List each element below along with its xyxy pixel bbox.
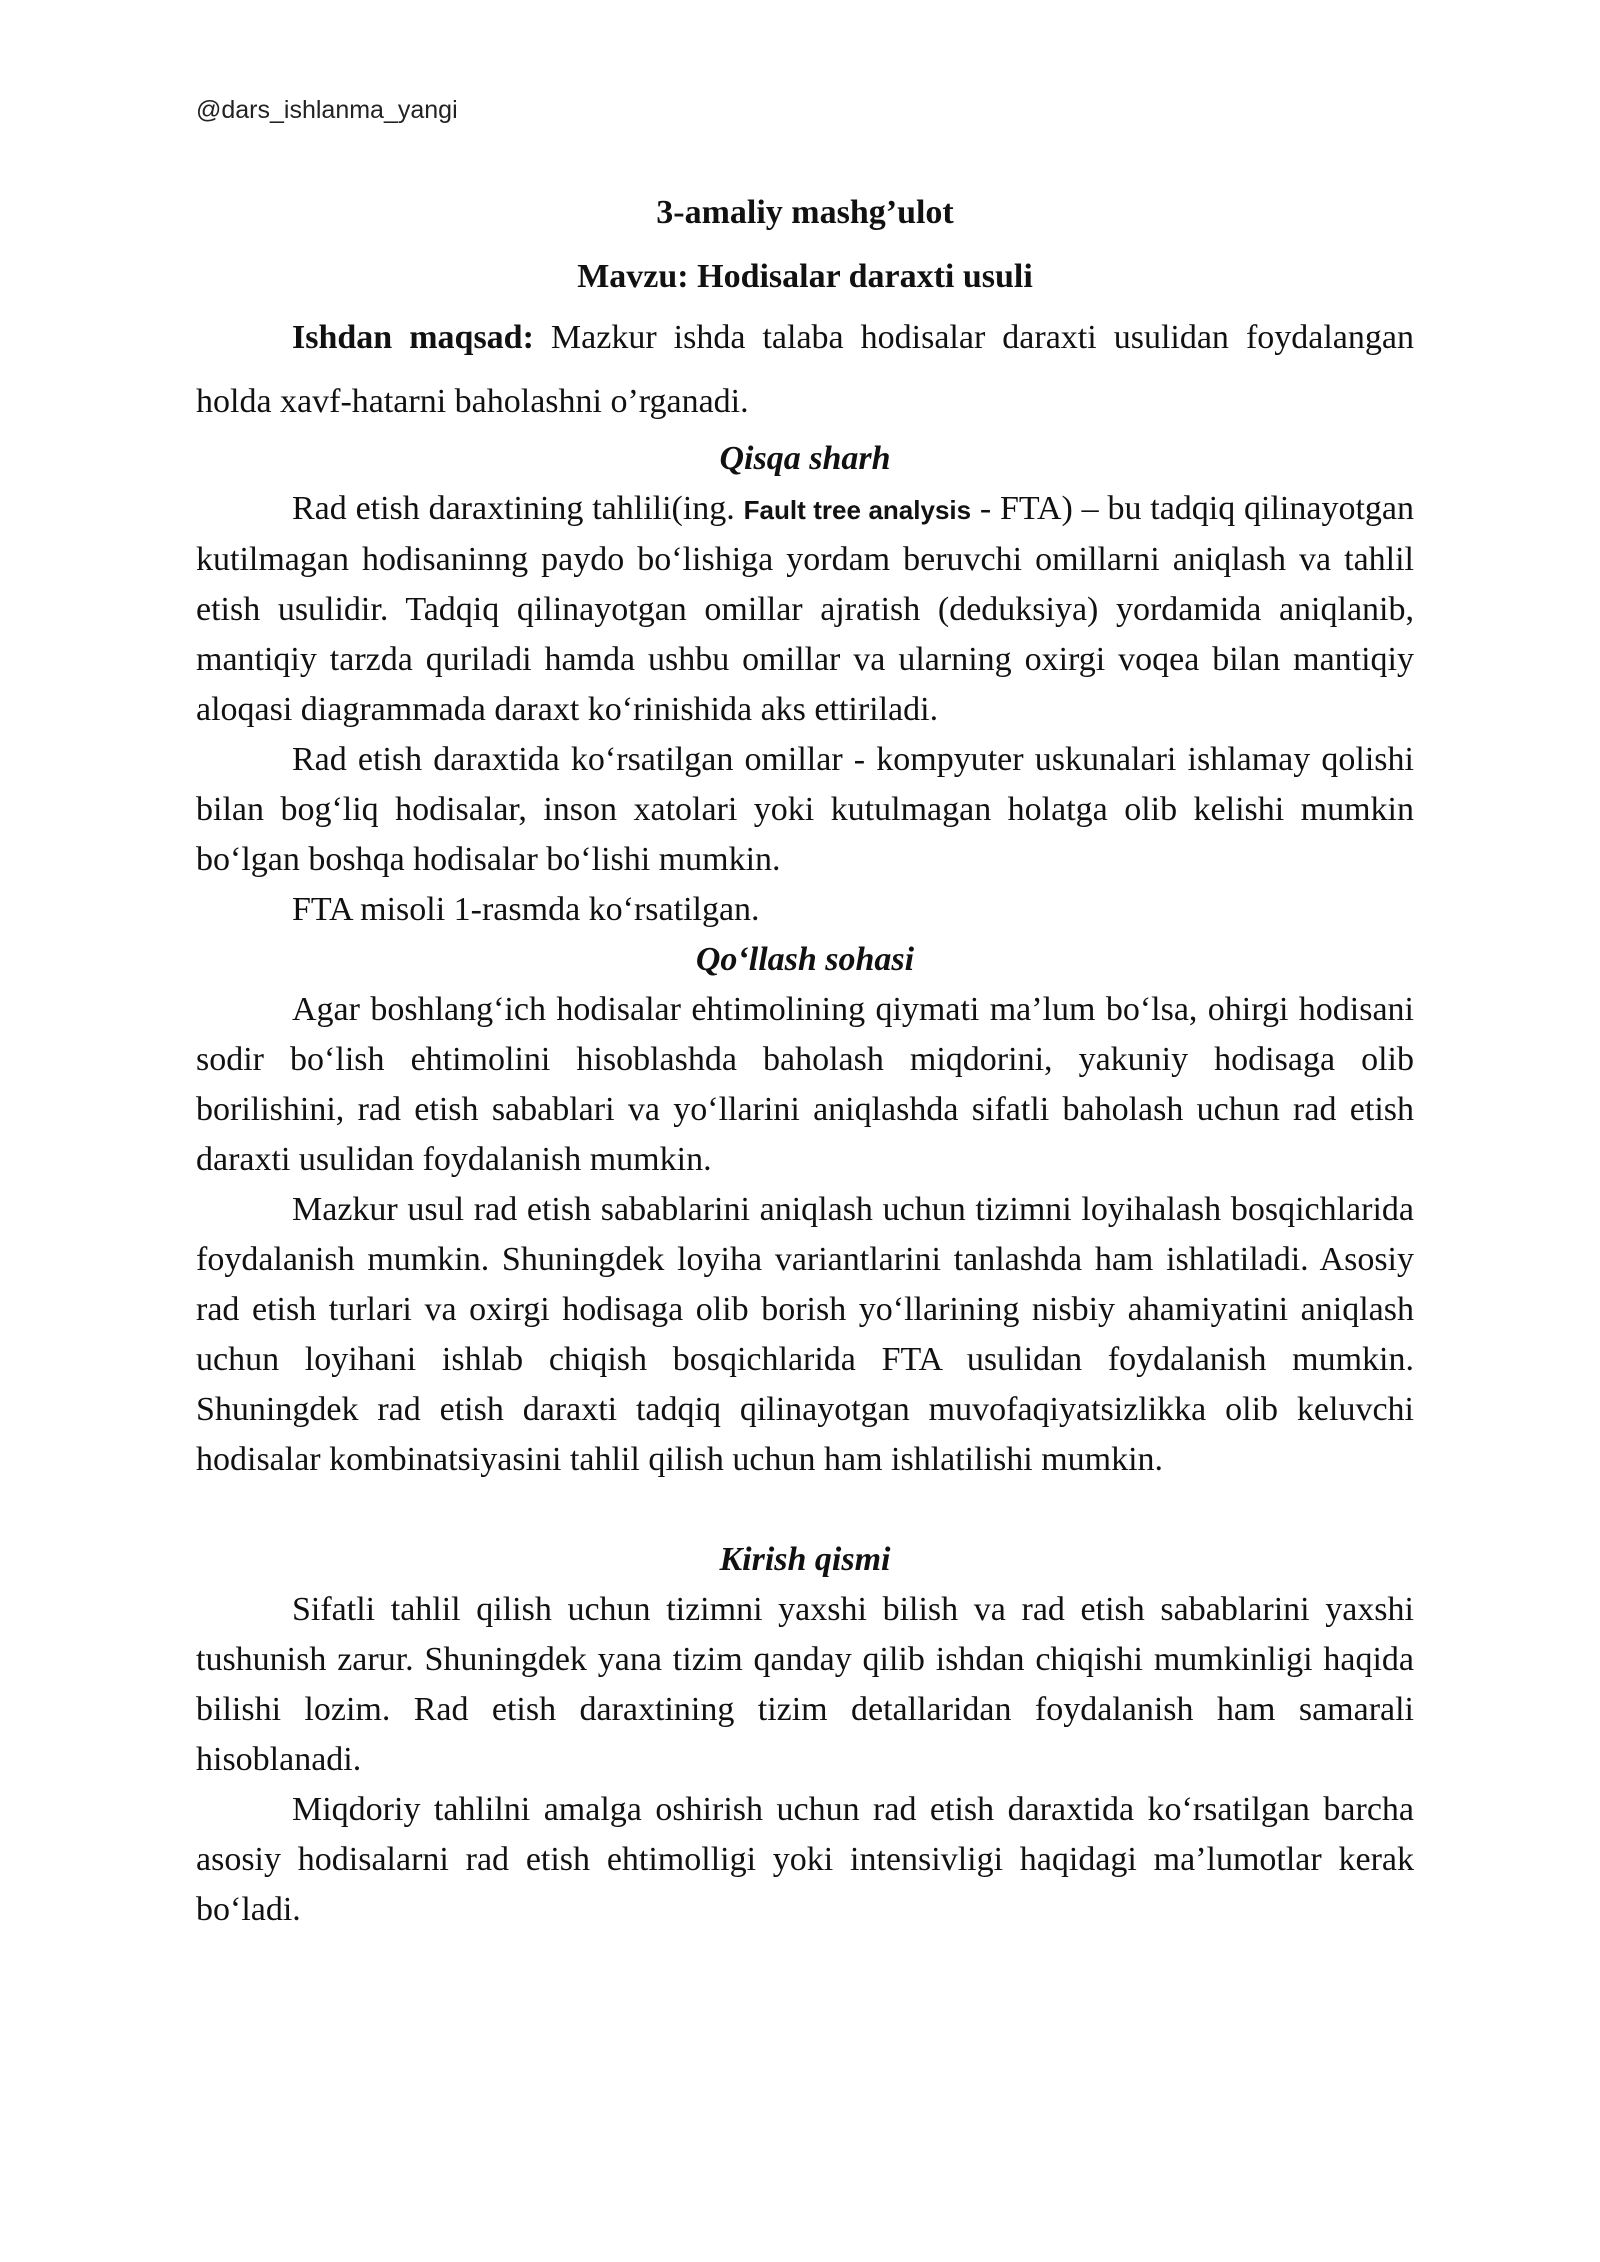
goal-paragraph — [196, 306, 1414, 434]
intro-paragraph-2: Miqdoriy tahlilni amalga oshirish uchun rad etish daraxtida ko‘rsatilgan barcha asosiy hodisalarni rad etish ehtimolligi yoki intensivligi haqidagi ma’lumotlar kerak bo‘ladi. — [196, 1791, 1414, 1928]
section-spacer — [196, 1485, 1414, 1535]
summary-heading: Qisqa sharh — [719, 440, 891, 477]
scope-heading: Qo‘llash sohasi — [695, 941, 915, 978]
scope-paragraph-1: Agar boshlang‘ich hodisalar ehtimolining qiymati ma’lum bo‘lsa, ohirgi hodisani sodir bo‘lish ehtimolini hisoblashda baholash miqdorini, yakuniy hodisaga olib borilishini, rad etish sabablari va yo‘llarini aniqlashda sifatli baholash uchun rad etish daraxti usulidan foydalanish mumkin. — [196, 991, 1414, 1178]
topic-heading: Mavzu: Hodisalar daraxti usuli — [577, 258, 1033, 295]
summary-paragraph-3: FTA misoli 1-rasmda ko‘rsatilgan. — [292, 891, 760, 928]
summary-paragraph-2: Rad etish daraxtida ko‘rsatilgan omillar - kompyuter uskunalari ishlamay qolishi bilan bog‘liq hodisalar, inson xatolari yoki kutulmagan holatga olib kelishi mumkin bo‘lgan boshqa hodisalar bo‘lishi mumkin. — [196, 741, 1414, 878]
scope-paragraph-2: Mazkur usul rad etish sabablarini aniqlash uchun tizimni loyihalash bosqichlarida foydalanish mumkin. Shuningdek loyiha variantlarini tanlashda ham ishlatiladi. Asosiy rad etish turlari va oxirgi hodisaga olib borish yo‘llarining nisbiy ahamiyatini aniqlash uchun loyihani ishlab chiqish bosqichlarida FTA usulidan foydalanish mumkin. Shuningdek rad etish daraxti tadqiq qilinayotgan muvofaqiyatsizlikka olib keluvchi hodisalar kombinatsiyasini tahlil qilish uchun ham ishlatilishi mumkin. — [196, 1191, 1414, 1478]
document-body — [196, 188, 1414, 1935]
fta-term: Fault tree analysis — [743, 495, 972, 525]
goal-text: Mazkur ishda talaba hodisalar daraxti usulidan foydalangan holda xavf-hatarni baholashni o’rganadi. — [196, 319, 1414, 420]
intro-heading: Kirish qismi — [719, 1541, 891, 1578]
summary-p1-start: Rad etish daraxtining tahlili(ing. — [292, 490, 744, 527]
summary-paragraph-1 — [196, 484, 1414, 735]
intro-paragraph-1: Sifatli tahlil qilish uchun tizimni yaxshi bilish va rad etish sabablarini yaxshi tushunish zarur. Shuningdek yana tizim qanday qilib ishdan chiqishi mumkinligi haqida bilishi lozim. Rad etish daraxtining tizim detallaridan foydalanish ham samarali hisoblanadi. — [196, 1591, 1414, 1778]
document-title: 3-amaliy mashg’ulot — [656, 194, 954, 231]
summary-p1-end: - FTA) – bu tadqiq qilinayotgan kutilmagan hodisaninng paydo bo‘lishiga yordam beruvchi omillarni aniqlash va tahlil etish usulidir. Tadqiq qilinayotgan omillar ajratish (deduksiya) yordamida aniqlanib, mantiqiy tarzda quriladi hamda ushbu omillar va ularning oxirgi voqea bilan mantiqiy aloqasi diagrammada daraxt ko‘rinishida aks ettiriladi. — [196, 490, 1415, 728]
goal-label: Ishdan maqsad: — [292, 319, 534, 356]
watermark: @dars_ishlanma_yangi — [196, 96, 458, 124]
